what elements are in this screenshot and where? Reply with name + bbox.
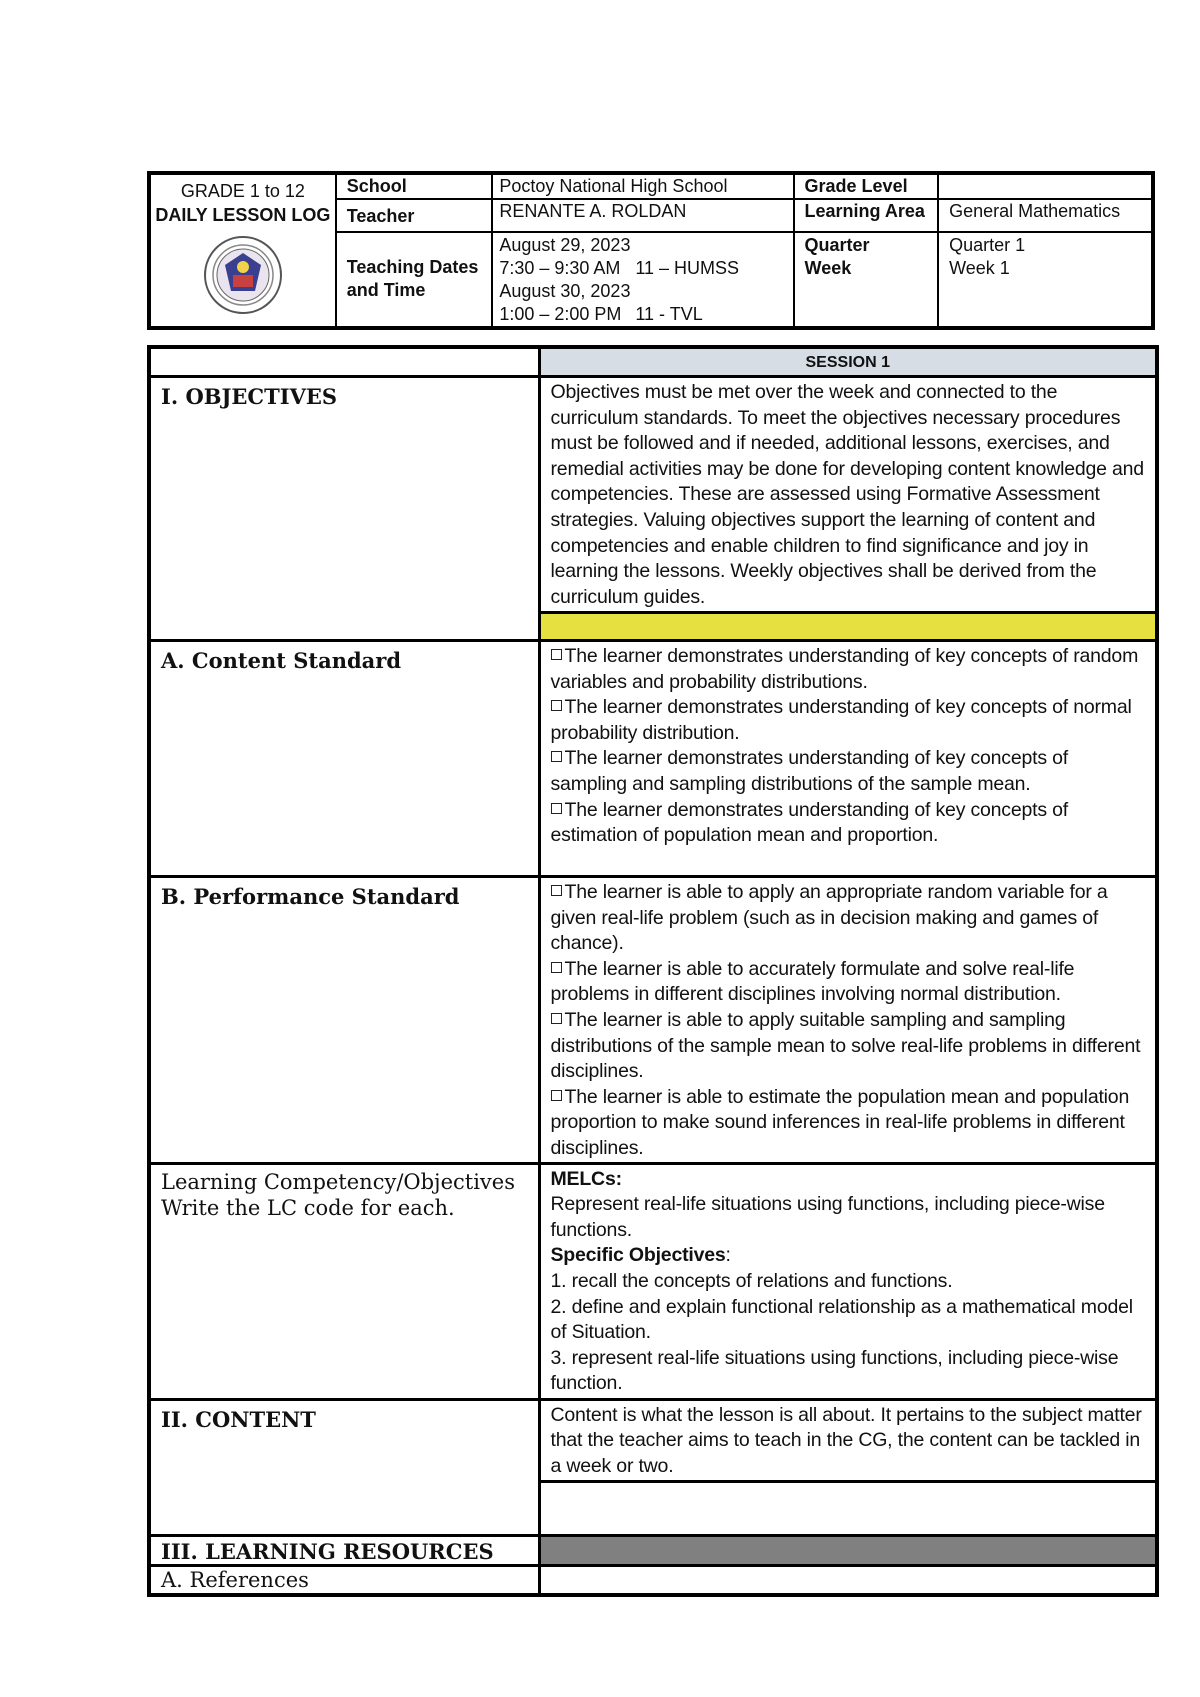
content-empty-cell — [539, 1481, 1157, 1535]
specific-objective-item: 1. recall the concepts of relations and functions. — [550, 1269, 953, 1292]
section-2: 11 - TVL — [635, 304, 703, 324]
learning-resources-gray-bar — [539, 1535, 1157, 1565]
content-standard-item — [551, 644, 1146, 695]
performance-standard-item — [551, 957, 1146, 1008]
time-2: 1:00 – 2:00 PM — [499, 304, 622, 324]
checkbox-icon — [551, 649, 562, 660]
teaching-dates-label-line1: Teaching Dates — [346, 257, 479, 277]
date-2: August 30, 2023 — [499, 281, 631, 301]
time-row-1 — [499, 257, 792, 280]
checkbox-icon — [551, 885, 562, 896]
checkbox-icon — [551, 962, 562, 973]
time-1: 7:30 – 9:30 AM — [499, 258, 621, 278]
content-text: Content is what the lesson is all about. It pertains to the subject matter that the teacher aims to teach in the CG, the content can be tackled in a week or two. — [539, 1399, 1157, 1481]
content-standard-item-text: The learner demonstrates understanding of key concepts of estimation of population mean and proportion. — [550, 798, 1068, 847]
content-standard-item — [551, 798, 1146, 849]
school-value: Poctoy National High School — [492, 173, 793, 199]
specific-objectives-label: Specific Objectives — [550, 1244, 726, 1267]
performance-standard-item-text: The learner is able to apply an appropriate random variable for a given real-life problem (such as in decision making and games of chance). — [550, 881, 1108, 955]
content-standard-item — [551, 695, 1146, 746]
week-value: Week 1 — [949, 258, 1010, 278]
learning-competency-cell — [539, 1163, 1157, 1399]
specific-objectives-heading — [551, 1243, 1146, 1269]
quarter-week-label — [794, 232, 939, 328]
performance-standard-item — [551, 880, 1146, 957]
performance-standard-item-text: The learner is able to apply suitable sampling and sampling distributions of the sample mean to solve real-life problems in different disciplines. — [550, 1008, 1141, 1083]
specific-objectives-colon: : — [725, 1244, 731, 1267]
objectives-text: Objectives must be met over the week and connected to the curriculum standards. To meet the objectives necessary procedures must be followed and if needed, additional lessons, exercises, and remedial activities may be done for developing content knowledge and competencies. These are assessed using Formative Assessment strategies. Valuing objectives support the learning of content and competencies and enable children to find significance and joy in learning the lessons. Weekly objectives shall be derived from the curriculum guides. — [539, 377, 1157, 613]
learning-area-label: Learning Area — [794, 199, 939, 232]
performance-standard-item — [551, 1008, 1146, 1085]
header-table — [147, 171, 1155, 330]
specific-objective-item: 2. define and explain functional relationship as a mathematical model of Situation. — [550, 1295, 1133, 1344]
checkbox-icon — [551, 1013, 562, 1024]
lesson-log-table — [147, 345, 1159, 1597]
dll-title-cell — [149, 173, 336, 328]
melcs-label: MELCs: — [550, 1167, 622, 1190]
performance-standard-item — [551, 1085, 1146, 1162]
checkbox-icon — [551, 1090, 562, 1101]
blank-header-cell — [149, 347, 539, 377]
daily-lesson-log-title: DAILY LESSON LOG — [155, 205, 331, 225]
grade-level-label: Grade Level — [794, 173, 939, 199]
teacher-label: Teacher — [336, 199, 493, 232]
objectives-label: I. OBJECTIVES — [149, 377, 539, 641]
teaching-dates-value — [492, 232, 793, 328]
content-standard-cell — [539, 641, 1157, 877]
quarter-week-value — [938, 232, 1153, 328]
session-header: SESSION 1 — [539, 347, 1157, 377]
quarter-value: Quarter 1 — [949, 235, 1026, 255]
grade-range-title: GRADE 1 to 12 — [180, 181, 305, 201]
deped-seal-icon — [203, 235, 283, 315]
content-label: II. CONTENT — [149, 1399, 539, 1535]
date-1: August 29, 2023 — [499, 235, 631, 255]
references-empty-cell — [539, 1565, 1157, 1595]
teaching-dates-label-line2: and Time — [346, 280, 426, 300]
learning-competency-label-line1: Learning Competency/Objectives — [161, 1169, 515, 1194]
school-label: School — [336, 173, 493, 199]
checkbox-icon — [551, 803, 562, 814]
teacher-value: RENANTE A. ROLDAN — [492, 199, 793, 232]
content-standard-label: A. Content Standard — [149, 641, 539, 877]
section-1: 11 – HUMSS — [635, 258, 740, 278]
learning-area-value: General Mathematics — [938, 199, 1153, 232]
performance-standard-cell — [539, 877, 1157, 1164]
content-standard-item-text: The learner demonstrates understanding of key concepts of normal probability distribution. — [550, 696, 1132, 744]
performance-standard-item-text: The learner is able to estimate the population mean and population proportion to make sound inferences in real-life problems in different disciplines. — [550, 1085, 1130, 1159]
specific-objective-item: 3. represent real-life situations using functions, including piece-wise function. — [550, 1346, 1119, 1395]
week-label: Week — [804, 258, 852, 278]
learning-resources-label: III. LEARNING RESOURCES — [149, 1535, 539, 1565]
checkbox-icon — [551, 751, 562, 762]
grade-level-value — [938, 173, 1153, 199]
time-row-2 — [499, 303, 792, 326]
learning-competency-label — [149, 1163, 539, 1399]
content-standard-item — [551, 746, 1146, 797]
checkbox-icon — [551, 700, 562, 711]
content-standard-item-text: The learner demonstrates understanding of key concepts of random variables and probability distributions. — [550, 645, 1139, 693]
references-label: A. References — [149, 1565, 539, 1595]
melcs-text: Represent real-life situations using functions, including piece-wise functions. — [550, 1193, 1105, 1241]
performance-standard-label: B. Performance Standard — [149, 877, 539, 1164]
teaching-dates-label — [336, 232, 493, 328]
learning-competency-label-line2: Write the LC code for each. — [161, 1195, 455, 1220]
quarter-label: Quarter — [804, 235, 870, 255]
content-standard-item-text: The learner demonstrates understanding of key concepts of sampling and sampling distributions of the sample mean. — [550, 747, 1068, 795]
performance-standard-item-text: The learner is able to accurately formulate and solve real-life problems in different disciplines involving normal distribution. — [550, 957, 1075, 1006]
objectives-highlight-bar — [539, 613, 1157, 641]
